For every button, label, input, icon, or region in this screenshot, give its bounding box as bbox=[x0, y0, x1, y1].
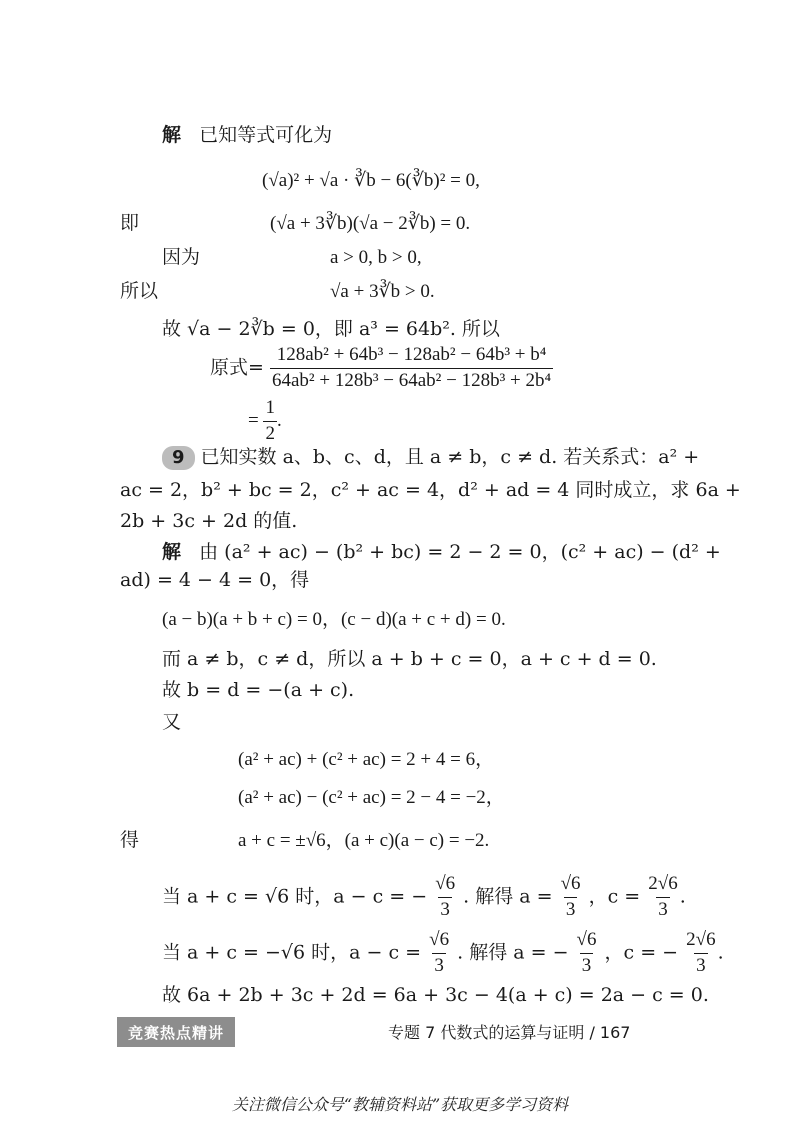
label-yuanshi: 原式= bbox=[210, 356, 264, 379]
case-2-text-c: ，c = − bbox=[604, 941, 679, 964]
problem-9-text-1: 已知实数 a、b、c、d，且 a ≠ b，c ≠ d. 若关系式：a² + bbox=[200, 446, 700, 468]
case-1-line: 当 a + c = √6 时，a − c = − $\frac{√6}{3}$ . 解得 a = $\frac{√6}{3}$ ，c = $\frac{2√6}{3}$ . bbox=[162, 873, 686, 920]
case-2-frac-3 bbox=[684, 930, 717, 977]
conclusion-line: 故 √a − 2∛b = 0，即 a³ = 64b². 所以 bbox=[162, 318, 500, 340]
final-line: 故 6a + 2b + 3c + 2d = 6a + 3c − 4(a + c) = 2a − c = 0. bbox=[162, 984, 709, 1006]
half-denominator: 2 bbox=[265, 422, 275, 444]
solution-9-line-7: (a² + ac) + (c² + ac) = 2 + 4 = 6， bbox=[238, 749, 495, 770]
frac-num: √6 bbox=[435, 873, 456, 894]
case-1-text-b: . 解得 a = bbox=[463, 885, 553, 908]
label-de: 得 bbox=[120, 829, 140, 851]
label-ji: 即 bbox=[120, 212, 140, 234]
frac-num: √6 bbox=[560, 873, 581, 894]
solution-9-line-6: 又 bbox=[162, 711, 182, 733]
section-tag: 竞赛热点精讲 bbox=[117, 1017, 235, 1047]
equation-3: a > 0, b > 0, bbox=[330, 247, 422, 268]
frac-den: 3 bbox=[440, 898, 450, 920]
solution-9-line-5: 故 b = d = −(a + c). bbox=[162, 679, 355, 701]
solution-9-line-4: 而 a ≠ b，c ≠ d，所以 a + b + c = 0，a + c + d = 0. bbox=[162, 648, 657, 670]
problem-9-line-2: ac = 2，b² + bc = 2，c² + ac = 4，d² + ad = 4 同时成立，求 6a + bbox=[120, 479, 741, 501]
equation-2: (√a + 3∛b)(√a − 2∛b) = 0. bbox=[270, 213, 471, 234]
case-1-text-a: 当 a + c = √6 时，a − c = − bbox=[162, 885, 428, 908]
fraction-numerator: 128ab² + 64b³ − 128ab² − 64b³ + b⁴ bbox=[276, 344, 547, 365]
label-yinwei: 因为 bbox=[162, 246, 201, 268]
solution-9-text-1: 由 (a² + ac) − (b² + bc) = 2 − 2 = 0，(c² + ac) − (d² + bbox=[199, 541, 721, 563]
problem-number-badge: 9 bbox=[162, 446, 195, 470]
solution-9-label: 解 bbox=[162, 541, 182, 563]
case-2-frac-1 bbox=[427, 930, 451, 977]
solution-intro: 已知等式可化为 bbox=[199, 124, 333, 146]
frac-den: 3 bbox=[581, 954, 592, 976]
running-head: 专题 7 代数式的运算与证明 / 167 bbox=[388, 1023, 631, 1042]
case-1-frac-3 bbox=[646, 874, 679, 921]
case-1-frac-2 bbox=[559, 874, 583, 921]
solution-9-line-8: (a² + ac) − (c² + ac) = 2 − 4 = −2， bbox=[238, 787, 505, 808]
period: . bbox=[276, 409, 282, 431]
case-2-frac-2 bbox=[575, 930, 599, 977]
big-fraction bbox=[270, 345, 553, 392]
solution-label: 解 bbox=[162, 124, 182, 146]
frac-num: √6 bbox=[429, 929, 450, 950]
equation-4: √a + 3∛b > 0. bbox=[330, 281, 435, 302]
solution-9-line-2: ad) = 4 − 4 = 0，得 bbox=[120, 569, 310, 591]
equals-sign: = bbox=[248, 409, 259, 431]
half-fraction bbox=[263, 398, 277, 445]
frac-num: 2√6 bbox=[648, 873, 678, 894]
solution-9-line-3: (a − b)(a + b + c) = 0，(c − d)(a + c + d) = 0. bbox=[162, 609, 506, 630]
solution-header bbox=[162, 124, 332, 148]
frac-den: 3 bbox=[696, 954, 706, 976]
result-half bbox=[248, 398, 282, 445]
equation-1: (√a)² + √a · ∛b − 6(∛b)² = 0, bbox=[262, 170, 480, 191]
label-suoyi: 所以 bbox=[120, 280, 159, 302]
half-numerator: 1 bbox=[265, 397, 275, 418]
case-1-frac-1 bbox=[433, 874, 457, 921]
case-2-line: 当 a + c = −√6 时，a − c = $\frac{√6}{3}$ . 解得 a = − $\frac{√6}{3}$ ，c = − $\frac{2√6}{3}$ . bbox=[162, 929, 724, 976]
solution-9-line-9: a + c = ±√6，(a + c)(a − c) = −2. bbox=[238, 830, 490, 851]
fraction-expression bbox=[210, 345, 553, 392]
case-2-text-b: . 解得 a = − bbox=[457, 941, 569, 964]
case-2-text-a: 当 a + c = −√6 时，a − c = bbox=[162, 941, 422, 964]
frac-den: 3 bbox=[434, 954, 444, 976]
problem-9-line-1 bbox=[162, 446, 699, 470]
case-1-text-c: ，c = bbox=[588, 885, 641, 908]
frac-den: 3 bbox=[565, 898, 576, 920]
bottom-note: 关注微信公众号“教辅资料站”获取更多学习资料 bbox=[231, 1095, 569, 1114]
solution-9-line-1 bbox=[162, 541, 721, 565]
frac-den: 3 bbox=[658, 898, 668, 920]
frac-num: 2√6 bbox=[686, 929, 716, 950]
fraction-denominator: 64ab² + 128b³ − 64ab² − 128b³ + 2b⁴ bbox=[271, 369, 552, 391]
problem-9-line-3: 2b + 3c + 2d 的值. bbox=[120, 510, 298, 532]
frac-num: √6 bbox=[576, 929, 597, 950]
